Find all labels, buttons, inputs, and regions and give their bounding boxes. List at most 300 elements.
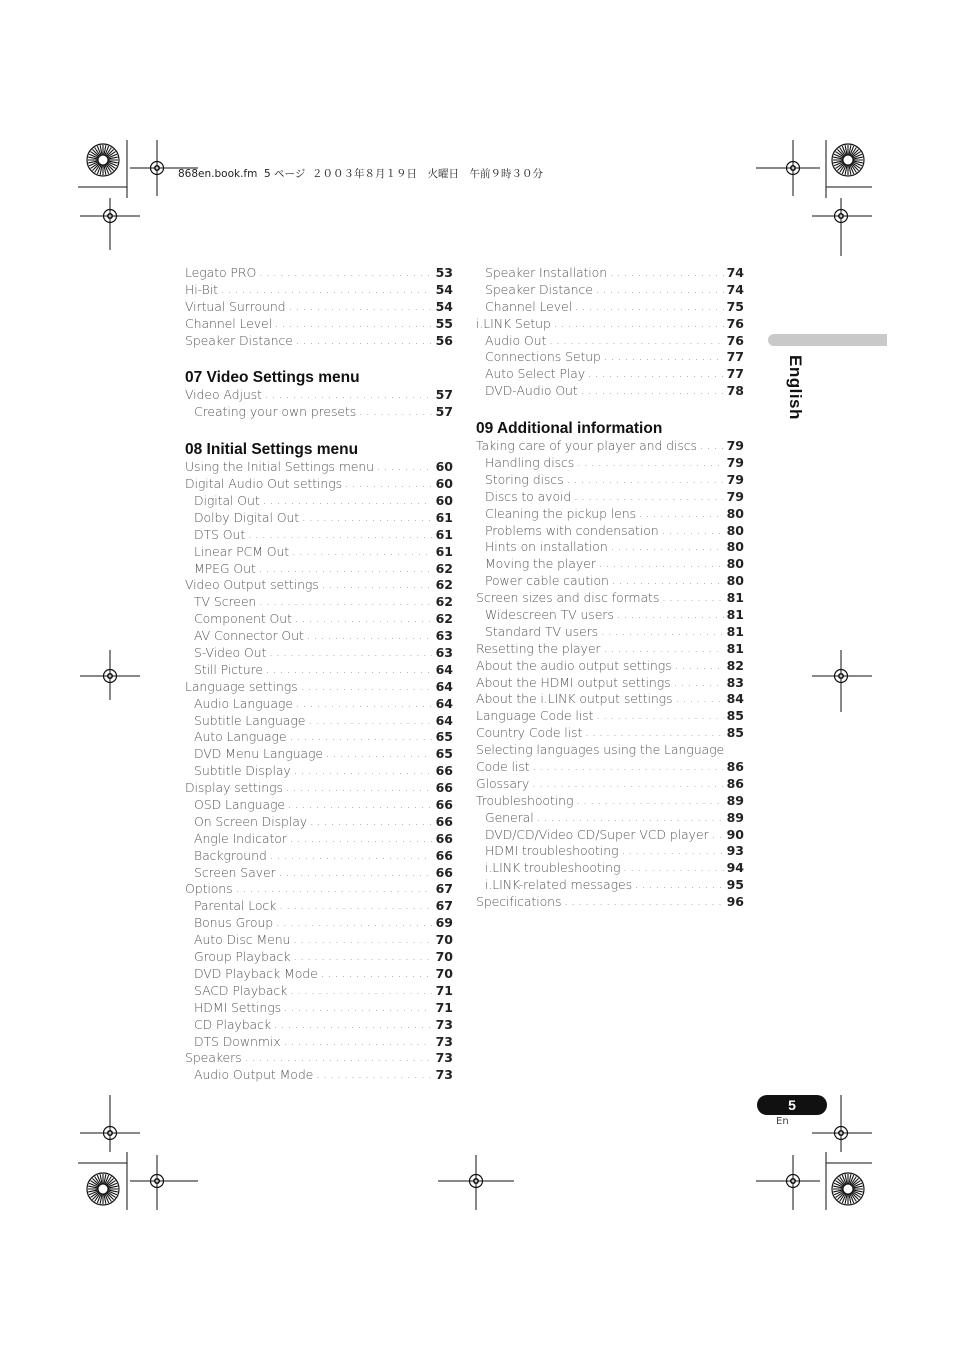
toc-entry-page: 82 xyxy=(726,657,744,673)
toc-entry[interactable] xyxy=(476,383,744,400)
toc-entry[interactable] xyxy=(185,387,453,404)
toc-entry-title: MPEG Out xyxy=(194,560,256,576)
toc-entry-page: 86 xyxy=(726,775,744,791)
toc-entry-title: Video Output settings xyxy=(185,577,319,593)
toc-entry-page: 61 xyxy=(435,543,453,559)
dot-leader xyxy=(588,366,724,383)
dot-leader xyxy=(596,282,724,299)
toc-entry-page: 86 xyxy=(726,759,744,775)
toc-entry[interactable] xyxy=(185,577,453,594)
toc-entry-title: Angle Indicator xyxy=(194,830,287,846)
toc-entry-title: Subtitle Display xyxy=(194,763,291,779)
toc-entry-title: Video Adjust xyxy=(185,387,262,403)
dot-leader xyxy=(296,333,432,350)
dot-leader xyxy=(345,476,432,493)
toc-entry-page: 61 xyxy=(435,526,453,542)
toc-entry[interactable] xyxy=(185,527,453,544)
toc-entry-page: 85 xyxy=(726,708,744,724)
dot-leader xyxy=(537,810,724,827)
toc-entry-title: DTS Downmix xyxy=(194,1033,281,1049)
toc-entry[interactable] xyxy=(476,877,744,894)
dot-leader xyxy=(662,590,723,607)
toc-entry-title: Country Code list xyxy=(476,725,583,741)
toc-entry-page: 66 xyxy=(435,813,453,829)
toc-entry-title: Auto Disc Menu xyxy=(194,932,291,948)
toc-entry-title: Specifications xyxy=(476,894,562,910)
toc-entry-page: 90 xyxy=(726,826,744,842)
toc-entry[interactable] xyxy=(476,556,744,573)
dot-leader xyxy=(259,265,432,282)
toc-entry[interactable] xyxy=(185,848,453,865)
toc-entry[interactable] xyxy=(476,489,744,506)
toc-entry[interactable] xyxy=(476,523,744,540)
toc-entry-page: 53 xyxy=(435,264,453,280)
dot-leader xyxy=(359,404,432,421)
toc-entry[interactable] xyxy=(185,679,453,696)
toc-entry[interactable] xyxy=(185,814,453,831)
toc-entry-page: 89 xyxy=(726,809,744,825)
toc-entry-title: Standard TV users xyxy=(485,623,599,639)
toc-entry-page: 65 xyxy=(435,746,453,762)
toc-entry[interactable] xyxy=(476,590,744,607)
dot-leader xyxy=(612,573,724,590)
dot-leader xyxy=(611,539,724,556)
toc-entry[interactable] xyxy=(476,759,744,776)
toc-entry-page: 76 xyxy=(726,332,744,348)
toc-entry-page: 62 xyxy=(435,560,453,576)
section-heading-07: 07 Video Settings menu xyxy=(185,369,360,387)
toc-entry-title: Options xyxy=(185,881,233,897)
toc-entry[interactable] xyxy=(185,265,453,282)
toc-entry-page: 71 xyxy=(435,999,453,1015)
toc-entry-title: Handling discs xyxy=(485,455,575,470)
dot-leader xyxy=(221,282,432,299)
toc-entry-page: 79 xyxy=(726,438,744,454)
toc-entry[interactable] xyxy=(185,780,453,797)
toc-entry[interactable] xyxy=(185,1000,453,1017)
toc-entry-title: Digital Audio Out settings xyxy=(185,476,343,492)
toc-entry-page: 74 xyxy=(726,281,744,297)
toc-entry-title: TV Screen xyxy=(194,594,257,610)
toc-entry-title: Channel Level xyxy=(185,315,272,331)
toc-entry-page: 66 xyxy=(435,780,453,796)
page-language-code: En xyxy=(776,1116,789,1127)
toc-entry-page: 66 xyxy=(435,830,453,846)
toc-entry-page: 83 xyxy=(726,674,744,690)
toc-entry-title: Speaker Installation xyxy=(485,264,608,280)
dot-leader xyxy=(316,1067,432,1084)
toc-entry[interactable] xyxy=(185,299,453,316)
toc-entry[interactable] xyxy=(185,510,453,527)
toc-entry-title: Resetting the player xyxy=(476,640,601,656)
toc-right-column xyxy=(476,265,744,911)
dot-leader xyxy=(576,793,723,810)
toc-entry-title: Still Picture xyxy=(194,661,263,677)
toc-entry-page: 80 xyxy=(726,556,744,572)
dot-leader xyxy=(617,607,724,624)
toc-entry-page: 79 xyxy=(726,471,744,487)
toc-entry[interactable] xyxy=(476,641,744,658)
toc-entry-page: 56 xyxy=(435,332,453,348)
toc-entry-title: Problems with condensation xyxy=(485,522,659,538)
toc-entry[interactable] xyxy=(185,476,453,493)
toc-left-intro-list xyxy=(185,265,453,349)
toc-entry-title: DVD Menu Language xyxy=(194,746,323,762)
toc-entry-title: Speaker Distance xyxy=(485,281,593,297)
toc-entry[interactable] xyxy=(185,949,453,966)
toc-entry-title: i.LINK-related messages xyxy=(485,877,632,893)
dot-leader xyxy=(276,915,432,932)
toc-entry[interactable] xyxy=(476,658,744,675)
toc-entry-page: 60 xyxy=(435,476,453,492)
toc-entry-page: 60 xyxy=(435,459,453,475)
toc-entry-title: Legato PRO xyxy=(185,264,257,280)
toc-entry[interactable] xyxy=(185,662,453,679)
toc-entry-title: Troubleshooting xyxy=(476,792,574,808)
toc-entry-page: 84 xyxy=(726,691,744,707)
toc-entry-title: Auto Language xyxy=(194,729,287,745)
dot-leader xyxy=(596,708,723,725)
toc-entry-title: About the i.LINK output settings xyxy=(476,691,673,707)
toc-entry-page: 62 xyxy=(435,594,453,610)
toc-entry[interactable] xyxy=(476,573,744,590)
toc-entry[interactable] xyxy=(185,729,453,746)
toc-entry-title: Auto Select Play xyxy=(485,366,585,382)
dot-leader xyxy=(284,1034,432,1051)
toc-entry-title: Dolby Digital Out xyxy=(194,509,300,525)
toc-entry-page: 65 xyxy=(435,729,453,745)
dot-leader xyxy=(296,696,432,713)
toc-entry[interactable] xyxy=(476,810,744,827)
toc-entry-page: 55 xyxy=(435,315,453,331)
toc-entry[interactable] xyxy=(476,438,744,455)
toc-entry-title: DVD Playback Mode xyxy=(194,965,318,981)
toc-entry-page: 67 xyxy=(435,881,453,897)
toc-entry-title: About the audio output settings xyxy=(476,657,672,673)
toc-entry[interactable] xyxy=(185,713,453,730)
toc-entry-title: Glossary xyxy=(476,775,530,791)
toc-entry-title: DVD/CD/Video CD/Super VCD player xyxy=(485,826,709,842)
toc-entry-page: 70 xyxy=(435,932,453,948)
dot-leader xyxy=(700,438,724,455)
toc-entry-title: i.LINK Setup xyxy=(476,315,551,331)
dot-leader xyxy=(575,299,724,316)
toc-entry[interactable] xyxy=(185,882,453,899)
dot-leader xyxy=(564,894,723,911)
dot-leader xyxy=(290,831,432,848)
toc-entry-title: Cleaning the pickup lens xyxy=(485,505,636,521)
toc-entry-page: 81 xyxy=(726,590,744,606)
toc-entry[interactable] xyxy=(476,539,744,556)
toc-section-09-list-b xyxy=(476,759,744,911)
toc-entry-title: Screen Saver xyxy=(194,864,276,880)
toc-entry-page: 66 xyxy=(435,797,453,813)
toc-entry-title: Power cable caution xyxy=(485,573,609,589)
toc-entry[interactable] xyxy=(476,333,744,350)
dot-leader xyxy=(310,814,432,831)
toc-entry[interactable] xyxy=(476,349,744,366)
toc-entry-page: 79 xyxy=(726,455,744,470)
toc-entry[interactable] xyxy=(185,831,453,848)
toc-left-column xyxy=(185,265,453,1084)
toc-entry-page: 63 xyxy=(435,628,453,644)
toc-entry-page: 73 xyxy=(435,1033,453,1049)
toc-entry[interactable] xyxy=(185,628,453,645)
dot-leader xyxy=(603,641,723,658)
toc-entry-page: 95 xyxy=(726,877,744,893)
toc-entry-page: 74 xyxy=(726,264,744,280)
dot-leader xyxy=(301,679,432,696)
toc-entry-title: DTS Out xyxy=(194,526,246,542)
toc-entry-page: 80 xyxy=(726,539,744,555)
toc-entry[interactable] xyxy=(185,561,453,578)
dot-leader xyxy=(248,527,432,544)
toc-entry[interactable] xyxy=(476,366,744,383)
toc-entry-title: Subtitle Language xyxy=(194,712,306,728)
dot-leader xyxy=(604,349,724,366)
toc-entry-title: DVD-Audio Out xyxy=(485,383,578,399)
dot-leader xyxy=(585,725,723,742)
dot-leader xyxy=(610,265,724,282)
toc-entry-title: Storing discs xyxy=(485,471,564,487)
toc-entry[interactable] xyxy=(185,1017,453,1034)
toc-entry-page: 94 xyxy=(726,860,744,876)
dot-leader xyxy=(302,510,432,527)
toc-entry[interactable] xyxy=(476,455,744,472)
dot-leader xyxy=(279,898,432,915)
dot-leader xyxy=(290,983,432,1000)
toc-entry-title: HDMI Settings xyxy=(194,999,282,1015)
toc-entry-page: 75 xyxy=(726,298,744,314)
toc-entry-page: 54 xyxy=(435,281,453,297)
toc-entry-title: Connections Setup xyxy=(485,349,601,365)
toc-entry-page: 66 xyxy=(435,847,453,863)
toc-entry-page: 66 xyxy=(435,763,453,779)
dot-leader xyxy=(674,675,724,692)
toc-entry-page: 93 xyxy=(726,843,744,859)
dot-leader xyxy=(377,459,432,476)
toc-entry[interactable] xyxy=(476,624,744,641)
toc-entry[interactable] xyxy=(185,966,453,983)
toc-entry[interactable] xyxy=(476,265,744,282)
dot-leader xyxy=(675,658,724,675)
dot-leader xyxy=(621,843,723,860)
toc-entry[interactable] xyxy=(185,404,453,421)
toc-entry[interactable] xyxy=(476,725,744,742)
toc-entry[interactable] xyxy=(185,898,453,915)
toc-entry[interactable] xyxy=(185,1067,453,1084)
toc-entry[interactable] xyxy=(476,827,744,844)
toc-entry-page: 57 xyxy=(435,387,453,403)
toc-entry-page: 62 xyxy=(435,577,453,593)
toc-entry[interactable] xyxy=(185,645,453,662)
print-file-header: 868en.book.fm 5 ページ ２００３年８月１９日 火曜日 午前９時３０分 xyxy=(178,168,544,180)
toc-entry[interactable] xyxy=(185,333,453,350)
toc-entry-title: Hi-Bit xyxy=(185,281,218,297)
toc-entry-title: Background xyxy=(194,847,267,863)
toc-entry[interactable] xyxy=(476,860,744,877)
dot-leader xyxy=(290,729,432,746)
toc-entry-title: CD Playback xyxy=(194,1016,272,1032)
dot-leader xyxy=(275,316,432,333)
toc-entry-wrapped-first-line[interactable] xyxy=(476,742,744,759)
toc-entry[interactable] xyxy=(185,611,453,628)
toc-entry-title: i.LINK troubleshooting xyxy=(485,860,621,876)
dot-leader xyxy=(712,827,724,844)
dot-leader xyxy=(532,776,723,793)
toc-entry[interactable] xyxy=(476,675,744,692)
toc-entry[interactable] xyxy=(185,459,453,476)
dot-leader xyxy=(245,1050,432,1067)
toc-entry-title: General xyxy=(485,809,534,825)
toc-entry-title: Linear PCM Out xyxy=(194,543,290,559)
toc-entry[interactable] xyxy=(185,1034,453,1051)
toc-entry[interactable] xyxy=(185,932,453,949)
toc-entry-title: Channel Level xyxy=(485,298,572,314)
dot-leader xyxy=(532,759,723,776)
toc-entry-title: Using the Initial Settings menu xyxy=(185,459,375,475)
toc-entry[interactable] xyxy=(185,544,453,561)
toc-entry[interactable] xyxy=(476,316,744,333)
toc-entry[interactable] xyxy=(185,797,453,814)
toc-entry[interactable] xyxy=(185,763,453,780)
toc-entry-page: 64 xyxy=(435,712,453,728)
toc-entry[interactable] xyxy=(476,472,744,489)
toc-entry-title: OSD Language xyxy=(194,797,285,813)
language-side-tab xyxy=(768,334,887,346)
toc-entry-page: 80 xyxy=(726,505,744,521)
dot-leader xyxy=(574,489,723,506)
toc-entry-page: 67 xyxy=(435,898,453,914)
dot-leader xyxy=(265,387,432,404)
toc-entry-title: Taking care of your player and discs xyxy=(476,438,697,454)
toc-entry-title: Speakers xyxy=(185,1050,242,1066)
toc-entry[interactable] xyxy=(476,506,744,523)
toc-entry-title: Selecting languages using the Language xyxy=(476,742,725,758)
toc-entry-page: 70 xyxy=(435,949,453,965)
toc-entry[interactable] xyxy=(185,282,453,299)
dot-leader xyxy=(599,556,724,573)
toc-entry-title: Bonus Group xyxy=(194,915,274,931)
toc-section-08-list xyxy=(185,459,453,1084)
toc-entry[interactable] xyxy=(185,696,453,713)
toc-entry[interactable] xyxy=(185,316,453,333)
toc-entry-page: 62 xyxy=(435,611,453,627)
toc-entry[interactable] xyxy=(185,865,453,882)
toc-entry[interactable] xyxy=(185,1050,453,1067)
toc-entry-title: Audio Output Mode xyxy=(194,1067,314,1083)
toc-entry-title: About the HDMI output settings xyxy=(476,674,671,690)
toc-entry[interactable] xyxy=(476,607,744,624)
toc-entry[interactable] xyxy=(185,493,453,510)
toc-entry-title: HDMI troubleshooting xyxy=(485,843,619,859)
toc-entry[interactable] xyxy=(185,594,453,611)
toc-entry[interactable] xyxy=(476,894,744,911)
toc-entry-page: 96 xyxy=(726,894,744,910)
dot-leader xyxy=(577,455,723,472)
dot-leader xyxy=(567,472,724,489)
toc-entry-title: Parental Lock xyxy=(194,898,277,914)
toc-entry-page: 54 xyxy=(435,298,453,314)
section-heading-08: 08 Initial Settings menu xyxy=(185,441,359,459)
toc-entry-page: 81 xyxy=(726,623,744,639)
toc-entry-title: S-Video Out xyxy=(194,645,267,661)
toc-entry[interactable] xyxy=(185,983,453,1000)
toc-entry-page: 77 xyxy=(726,366,744,382)
dot-leader xyxy=(294,763,432,780)
dot-leader xyxy=(270,848,432,865)
dot-leader xyxy=(321,966,432,983)
dot-leader xyxy=(289,299,432,316)
toc-entry-page: 80 xyxy=(726,573,744,589)
toc-entry-title: AV Connector Out xyxy=(194,628,304,644)
toc-entry[interactable] xyxy=(476,776,744,793)
dot-leader xyxy=(307,628,432,645)
toc-entry[interactable] xyxy=(185,746,453,763)
dot-leader xyxy=(639,506,724,523)
dot-leader xyxy=(601,624,724,641)
dot-leader xyxy=(288,797,432,814)
toc-entry-page: 73 xyxy=(435,1050,453,1066)
page-number-badge: 5 xyxy=(757,1095,827,1115)
toc-entry[interactable] xyxy=(476,282,744,299)
toc-entry-page: 89 xyxy=(726,792,744,808)
toc-right-intro-list xyxy=(476,265,744,400)
toc-entry-title: Speaker Distance xyxy=(185,332,293,348)
toc-entry-title: Hints on installation xyxy=(485,539,608,555)
dot-leader xyxy=(322,577,432,594)
toc-entry-page: 81 xyxy=(726,640,744,656)
toc-entry-page: 79 xyxy=(726,488,744,504)
toc-entry-title: Discs to avoid xyxy=(485,488,572,504)
toc-entry-title: Component Out xyxy=(194,611,292,627)
toc-entry-title: On Screen Display xyxy=(194,813,308,829)
dot-leader xyxy=(326,746,432,763)
toc-entry-page: 63 xyxy=(435,645,453,661)
dot-leader xyxy=(623,860,723,877)
dot-leader xyxy=(293,932,432,949)
toc-entry[interactable] xyxy=(476,691,744,708)
toc-entry-page: 85 xyxy=(726,725,744,741)
toc-entry-title: Virtual Surround xyxy=(185,298,286,314)
toc-entry[interactable] xyxy=(185,915,453,932)
toc-entry-page: 81 xyxy=(726,607,744,623)
toc-entry-page: 78 xyxy=(726,383,744,399)
toc-entry[interactable] xyxy=(476,793,744,810)
toc-entry[interactable] xyxy=(476,844,744,861)
toc-entry-page: 71 xyxy=(435,982,453,998)
toc-entry-page: 80 xyxy=(726,522,744,538)
toc-entry-page: 77 xyxy=(726,349,744,365)
toc-entry-page: 57 xyxy=(435,404,453,420)
section-heading-09: 09 Additional information xyxy=(476,420,663,438)
toc-entry-title: Widescreen TV users xyxy=(485,607,614,623)
dot-leader xyxy=(236,881,432,898)
toc-entry[interactable] xyxy=(476,708,744,725)
dot-leader xyxy=(295,611,432,628)
dot-leader xyxy=(259,561,432,578)
toc-entry-page: 64 xyxy=(435,661,453,677)
toc-entry-title: Audio Language xyxy=(194,695,293,711)
toc-section-07-list xyxy=(185,387,453,421)
toc-entry[interactable] xyxy=(476,299,744,316)
toc-entry-page: 60 xyxy=(435,493,453,508)
toc-entry-page: 70 xyxy=(435,965,453,981)
toc-section-09-list-a xyxy=(476,438,744,742)
dot-leader xyxy=(292,544,432,561)
dot-leader xyxy=(308,713,432,730)
toc-entry-title: Language settings xyxy=(185,678,298,694)
